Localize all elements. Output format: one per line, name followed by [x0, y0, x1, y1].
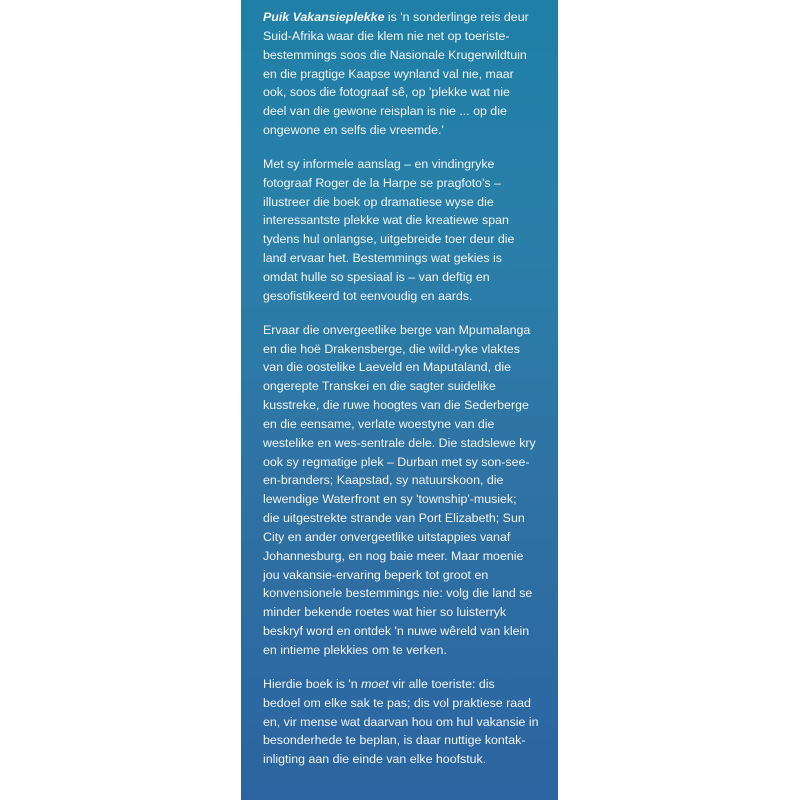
paragraph-photographer: [263, 155, 548, 306]
text-line: en, vir mense wat daarvan hou om hul vakansie in: [263, 714, 539, 729]
text-line: kusstreke, die ruwe hoogtes van die Sederberge: [263, 398, 529, 413]
text-line: ongewone en selfs die vreemde.': [263, 123, 444, 138]
text-line: en die eensame, verlate woestyne van die: [263, 416, 495, 431]
paragraph-practical: [263, 675, 548, 769]
text-line: van die oostelike Laeveld en Maputaland, die: [263, 360, 511, 375]
text-line: jou vakansie-ervaring beperk tot groot en: [263, 567, 489, 582]
text-line: Met sy informele aanslag – en vindingryke: [263, 156, 495, 171]
text-line: besonderhede te beplan, is daar nuttige kontak-: [263, 733, 526, 748]
text-line: omdat hulle so spesiaal is – van deftig en: [263, 269, 490, 284]
text-line: ongerepte Transkei en die sagter suidelike: [263, 379, 496, 394]
text-line: Johannesburg, en nog baie meer. Maar moenie: [263, 548, 524, 563]
text-line: tydens hul onlangse, uitgebreide toer deur die: [263, 232, 515, 247]
text-line: en die hoë Drakensberge, die wild-ryke vlaktes: [263, 341, 520, 356]
text-line: beskryf word en ontdek 'n nuwe wêreld van klein: [263, 624, 530, 639]
text-line: inligting aan die einde van elke hoofstuk.: [263, 752, 487, 767]
paragraph-intro: [263, 8, 548, 140]
text-line: en-branders; Kaapstad, sy natuurskoon, die: [263, 473, 504, 488]
text-line: die uitgestrekte strande van Port Elizabeth; Sun: [263, 511, 525, 526]
text-line: land ervaar het. Bestemmings wat gekies is: [263, 251, 502, 266]
text-line: en intieme plekkies om te verken.: [263, 643, 447, 657]
text-line: westelike en wes-sentrale dele. Die stadslewe kry: [263, 435, 536, 450]
back-cover-text-panel: [241, 0, 558, 800]
text-line: deel van die gewone reisplan is nie ... op die: [263, 104, 507, 119]
text-line: Suid-Afrika waar die klem nie net op toeriste-: [263, 28, 510, 43]
emphasis-moet: moet: [361, 676, 389, 691]
text-line: en die pragtige Kaapse wynland val nie, maar: [263, 66, 514, 81]
text-line: bedoel om elke sak te pas; dis vol praktiese raad: [263, 695, 531, 710]
text-line: City en ander onvergeetlike uitstappies vanaf: [263, 529, 511, 544]
text-line: Ervaar die onvergeetlike berge van Mpumalanga: [263, 322, 531, 337]
book-title: Puik Vakansieplekke: [263, 10, 385, 24]
paragraph-destinations: [263, 321, 548, 660]
text-line: ook, soos die fotograaf sê, op 'plekke wat nie: [263, 85, 510, 100]
text-line: minder bekende roetes wat hier so luisterryk: [263, 605, 507, 620]
text-line: interessantste plekke wat die kreatiewe span: [263, 213, 509, 228]
text-line: ook sy regmatige plek – Durban met sy son-see-: [263, 454, 530, 469]
text-line: illustreer die boek op dramatiese wyse die: [263, 194, 494, 209]
text-line: bestemmings soos die Nasionale Krugerwildtuin: [263, 47, 527, 62]
text-line: fotograaf Roger de la Harpe se pragfoto's –: [263, 175, 501, 190]
text-line: lewendige Waterfront en sy 'township'-musiek;: [263, 492, 517, 507]
text-line: konvensionele bestemmings nie: volg die land se: [263, 586, 533, 601]
text-line: Puik Vakansieplekke is 'n sonderlinge reis deur: [263, 10, 529, 24]
text-line: Hierdie boek is 'n moet vir alle toeriste: dis: [263, 676, 495, 691]
text-line: gesofistikeerd tot eenvoudig en aards.: [263, 288, 473, 303]
